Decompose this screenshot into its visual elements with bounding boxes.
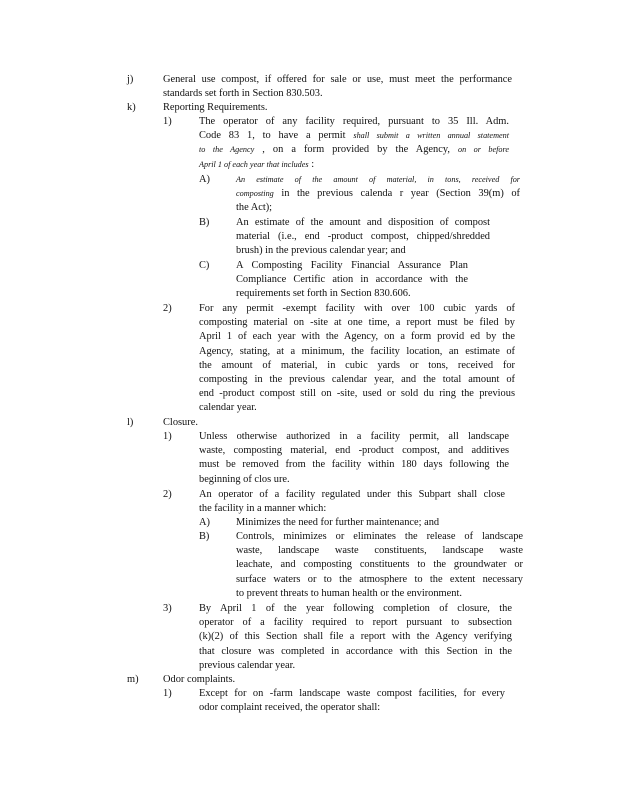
k-1-A-line: An estimate of the amount of material, in tons, received for — [236, 175, 520, 184]
k-item-1-line: Code 83 1, to have a permit shall submit a written annual statement — [199, 130, 509, 142]
k-item-2-line: composting in the previous calendar year, and the total amount of — [199, 374, 515, 386]
m-item-1-line: odor complaint received, the operator shall: — [199, 702, 381, 714]
k-item-2-line: For any permit -exempt facility with over 100 cubic yards of — [199, 303, 515, 314]
l-2-A-text — [236, 516, 468, 530]
l-2-B-line: to prevent threats to human health or the environment. — [236, 587, 462, 599]
k-item-2-line: composting material on -site at one time, a report must be filed by — [199, 317, 515, 329]
l-2-B-line: waste, landscape waste constituents, landscape waste — [236, 545, 523, 557]
l-2-B-line: surface waters or to the atmosphere to the extent necessary — [236, 573, 523, 585]
l-2-B-line: leachate, and composting constituents to the groundwater or — [236, 559, 523, 571]
k-1-A-text — [236, 173, 520, 216]
l-item-2-line: the facility in a manner which: — [199, 503, 327, 515]
k-1-C-line: requirements set forth in Section 830.606. — [236, 288, 411, 300]
l-item-1-marker: 1) — [163, 431, 172, 442]
l-2-A-marker: A) — [199, 517, 210, 528]
section-l-marker: l) — [127, 417, 134, 428]
k-item-2-line: the amount of material, in cubic yards or tons, received for — [199, 359, 515, 371]
k-item-2-line: Agency, stating, at a minimum, the facility location, an estimate of — [199, 345, 515, 357]
l-item-1-text — [199, 430, 509, 487]
k-item-1-line: April 1 of each year that includes : — [199, 158, 315, 170]
l-2-A-line: Minimizes the need for further maintenance; and — [236, 517, 440, 528]
k-1-C-text — [236, 259, 468, 302]
l-item-3-text — [199, 602, 512, 673]
l-item-2-text — [199, 488, 505, 516]
section-k-heading: Reporting Requirements. — [163, 102, 268, 113]
k-1-A-marker: A) — [199, 174, 210, 185]
k-1-C-line: A Composting Facility Financial Assurance Plan — [236, 260, 468, 271]
k-item-2-text — [199, 302, 515, 416]
l-2-B-line: Controls, minimizes or eliminates the release of landscape — [236, 531, 523, 542]
k-1-B-marker: B) — [199, 217, 210, 228]
section-j-text — [163, 73, 512, 101]
k-item-2-marker: 2) — [163, 303, 172, 314]
l-item-2-line: An operator of a facility regulated under this Subpart shall close — [199, 489, 505, 500]
section-m-heading: Odor complaints. — [163, 674, 236, 685]
l-item-3-line: By April 1 of the year following completion of closure, the — [199, 603, 512, 614]
k-1-C-line: Compliance Certific ation in accordance with the — [236, 274, 468, 286]
l-2-B-marker: B) — [199, 531, 210, 542]
section-l-heading: Closure. — [163, 417, 198, 428]
k-1-B-line: material (i.e., end -product compost, chipped/shredded — [236, 231, 490, 243]
l-item-3-line: (k)(2) of this Section shall file a report with the Agency verifying — [199, 631, 512, 643]
section-j-line-1: General use compost, if offered for sale or use, must meet the performance — [163, 74, 512, 85]
k-item-1-text — [199, 115, 509, 172]
k-1-C-marker: C) — [199, 260, 210, 271]
l-item-1-line: must be removed from the facility within 180 days following the — [199, 459, 509, 471]
l-2-B-text — [236, 530, 523, 601]
section-j-marker: j) — [127, 74, 134, 85]
k-item-1-line: The operator of any facility required, pursuant to 35 Ill. Adm. — [199, 116, 509, 127]
l-item-1-line: waste, composting material, end -product compost, and additives — [199, 445, 509, 457]
section-m-marker: m) — [127, 674, 139, 685]
l-item-2-marker: 2) — [163, 489, 172, 500]
k-item-2-line: end -product compost still on -site, used or sold du ring the previous — [199, 388, 515, 400]
k-1-B-line: An estimate of the amount and disposition of compost — [236, 217, 490, 228]
l-item-1-line: beginning of clos ure. — [199, 473, 290, 485]
m-item-1-line: Except for on -farm landscape waste compost facilities, for every — [199, 688, 505, 699]
l-item-3-line: operator of a facility required to report pursuant to subsection — [199, 617, 512, 629]
k-1-B-line: brush) in the previous calendar year; and — [236, 245, 406, 257]
k-item-2-line: calendar year. — [199, 402, 257, 414]
section-k-marker: k) — [127, 102, 136, 113]
section-j-line-2: standards set forth in Section 830.503. — [163, 88, 323, 100]
k-item-2-line: April 1 of each year with the Agency, on a form provid ed by the — [199, 331, 515, 343]
k-item-1-marker: 1) — [163, 116, 172, 127]
l-item-3-line: that closure was completed in accordance with this Section in the — [199, 645, 512, 657]
k-1-A-line: the Act); — [236, 202, 273, 214]
k-item-1-line: to the Agency , on a form provided by the Agency, on or before — [199, 144, 509, 156]
m-item-1-marker: 1) — [163, 688, 172, 699]
m-item-1-text — [199, 687, 505, 715]
l-item-1-line: Unless otherwise authorized in a facility permit, all landscape — [199, 431, 509, 442]
k-1-A-line: composting in the previous calenda r year (Section 39(m) of — [236, 188, 520, 200]
l-item-3-line: previous calendar year. — [199, 659, 296, 671]
k-1-B-text — [236, 216, 490, 259]
l-item-3-marker: 3) — [163, 603, 172, 614]
